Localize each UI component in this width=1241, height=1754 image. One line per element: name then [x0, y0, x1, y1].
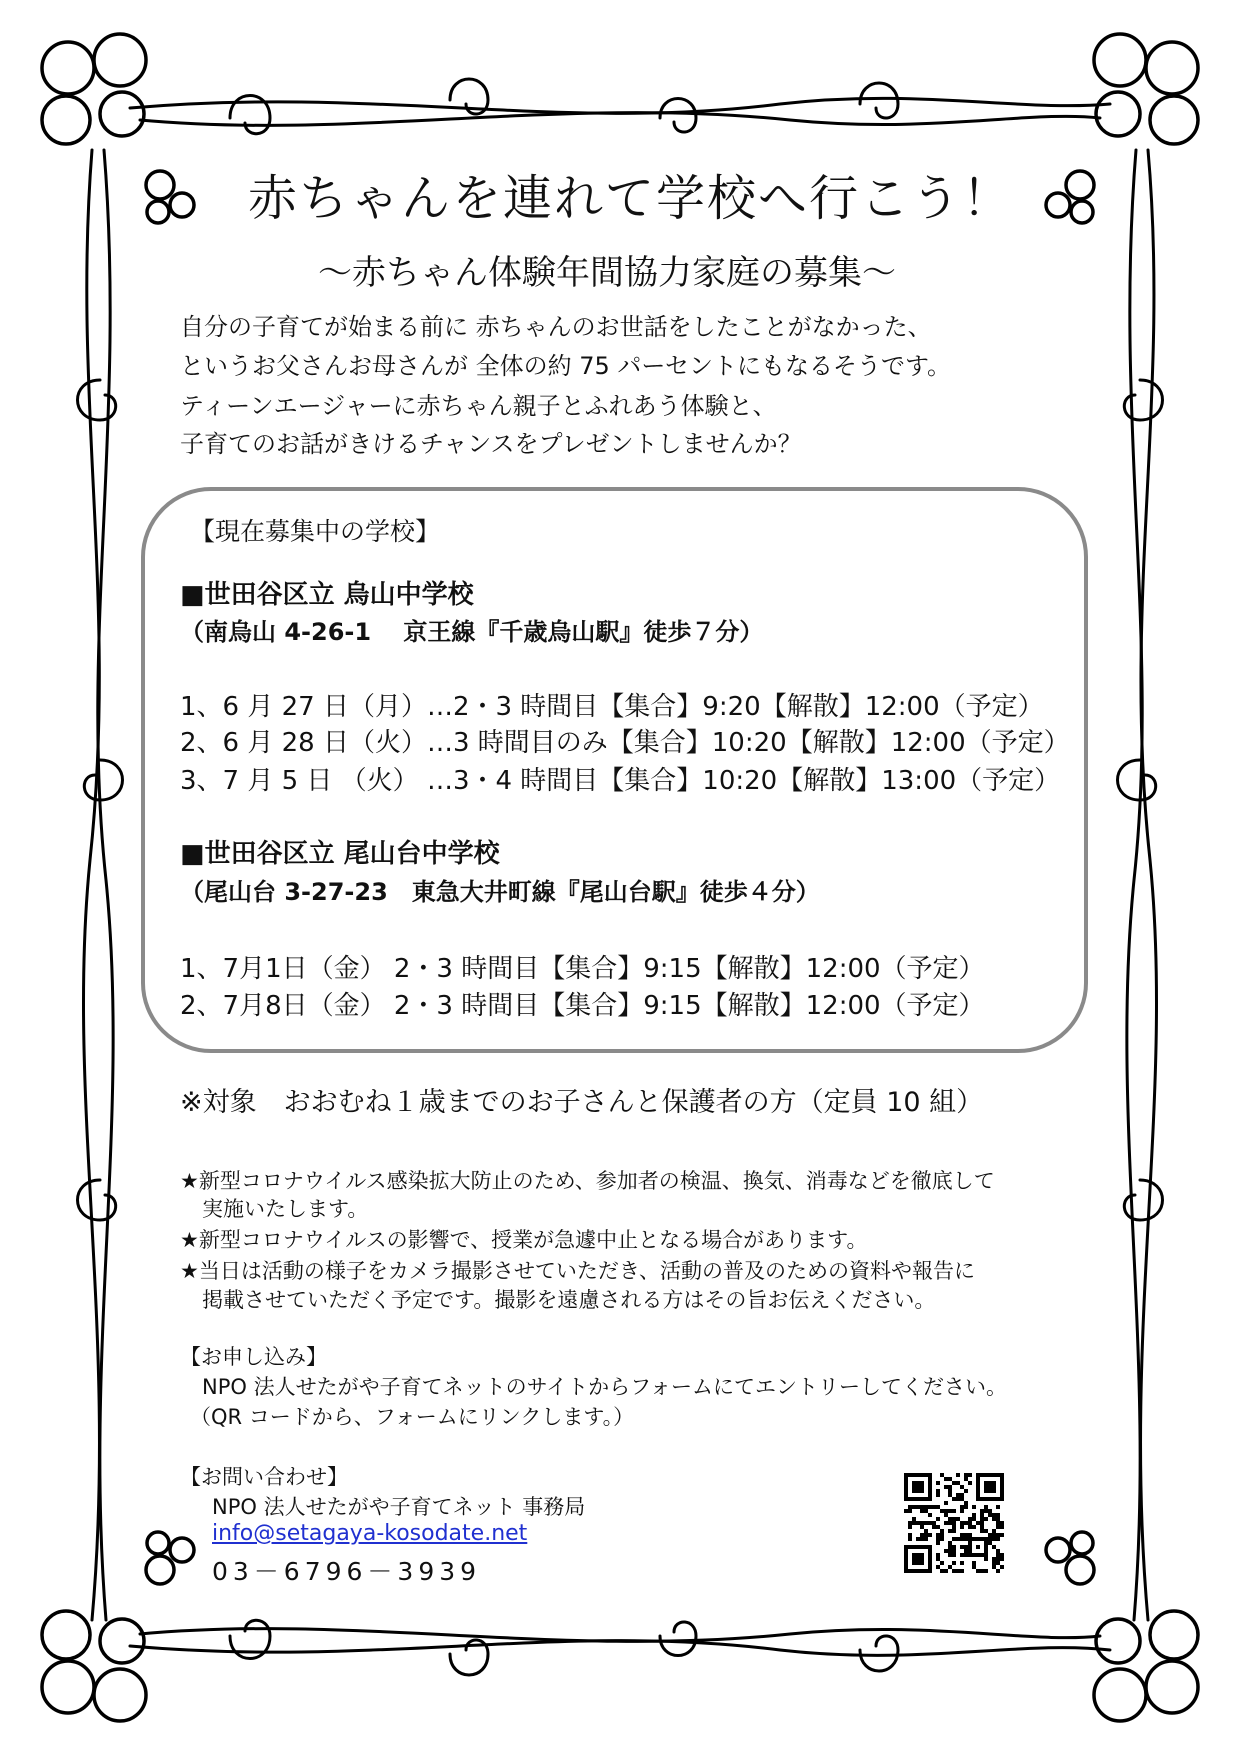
page-title: 赤ちゃんを連れて学校へ行こう！: [248, 170, 1014, 227]
school-address: （南烏山 4-26-1 京王線『千歳烏山駅』徒歩７分）: [180, 618, 764, 646]
session-row: 1、7月1日（金） 2・3 時間目【集合】9:15【解散】12:00（予定）: [180, 954, 985, 984]
notice-line: ★新型コロナウイルスの影響で、授業が急遽中止となる場合があります。: [180, 1228, 868, 1252]
school-name: ■世田谷区立 烏山中学校: [180, 580, 474, 610]
qr-code-icon[interactable]: [904, 1473, 1004, 1573]
intro-line: ティーンエージャーに赤ちゃん親子とふれあう体験と、: [180, 392, 777, 420]
apply-line: NPO 法人せたがや子育てネットのサイトからフォームにてエントリーしてください。: [202, 1375, 1008, 1399]
session-row: 2、6 月 28 日（火）…3 時間目のみ【集合】10:20【解散】12:00（予定）: [180, 728, 1070, 758]
contact-email-link[interactable]: info@setagaya-kosodate.net: [212, 1521, 528, 1546]
notice-line: 掲載させていただく予定です。撮影を遠慮される方はその旨お伝えください。: [202, 1288, 936, 1312]
notice-line: 実施いたします。: [202, 1197, 369, 1221]
notice-line: ★新型コロナウイルス感染拡大防止のため、参加者の検温、換気、消毒などを徹底して: [180, 1169, 995, 1193]
school-name: ■世田谷区立 尾山台中学校: [180, 839, 500, 869]
target-note: ※対象 おおむね１歳までのお子さんと保護者の方（定員 10 組）: [180, 1087, 984, 1118]
session-row: 2、7月8日（金） 2・3 時間目【集合】9:15【解散】12:00（予定）: [180, 991, 985, 1021]
page-subtitle: ～赤ちゃん体験年間協力家庭の募集～: [318, 253, 896, 293]
apply-heading: 【お申し込み】: [180, 1345, 327, 1369]
session-row: 1、6 月 27 日（月）…2・3 時間目【集合】9:20【解散】12:00（予定）: [180, 692, 1044, 722]
session-row: 3、7 月 5 日 （火） …3・4 時間目【集合】10:20【解散】13:00（予定）: [180, 766, 1061, 796]
intro-line: 自分の子育てが始まる前に 赤ちゃんのお世話をしたことがなかった、: [180, 313, 932, 341]
apply-line: （QR コードから、フォームにリンクします。）: [190, 1405, 635, 1429]
intro-line: 子育てのお話がきけるチャンスをプレゼントしませんか？: [180, 430, 802, 458]
contact-phone: 03－6796－3939: [212, 1557, 482, 1586]
contact-heading: 【お問い合わせ】: [180, 1465, 348, 1489]
school-address: （尾山台 3-27-23 東急大井町線『尾山台駅』徒歩４分）: [180, 878, 820, 906]
notice-line: ★当日は活動の様子をカメラ撮影させていただき、活動の普及のための資料や報告に: [180, 1259, 975, 1283]
intro-line: というお父さんお母さんが 全体の約 75 パーセントにもなるそうです。: [180, 352, 952, 380]
recruit-heading: 【現在募集中の学校】: [190, 517, 441, 546]
contact-org: NPO 法人せたがや子育てネット 事務局: [212, 1495, 586, 1519]
